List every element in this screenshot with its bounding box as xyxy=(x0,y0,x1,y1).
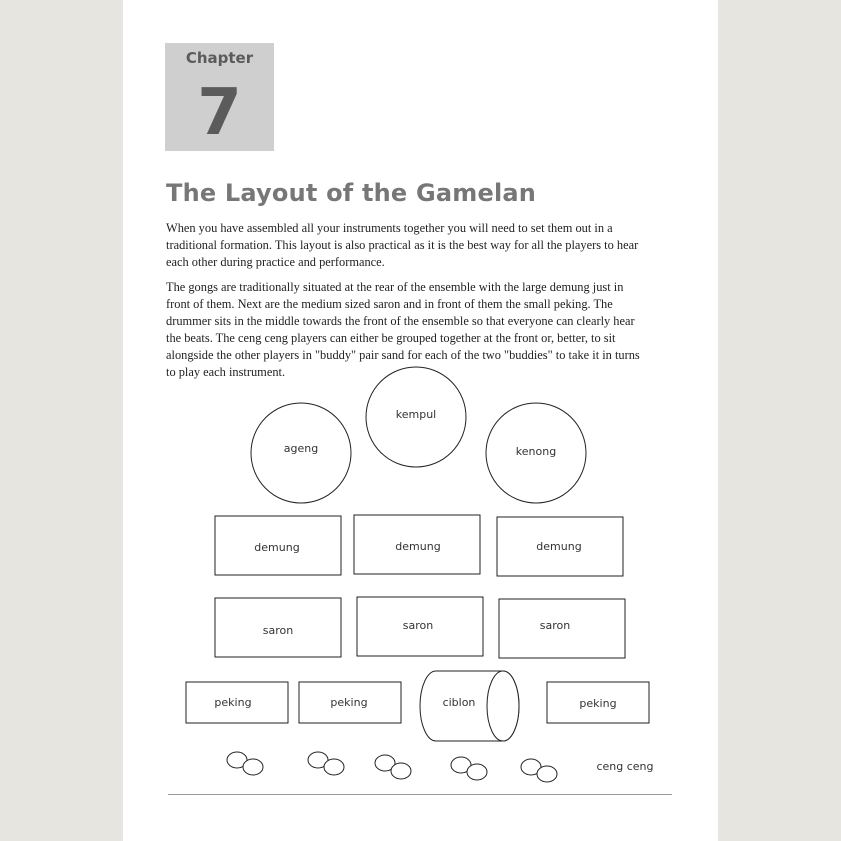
gong-label: kempul xyxy=(395,408,437,421)
ciblon-label: ciblon xyxy=(442,696,476,709)
peking-label: peking xyxy=(579,697,617,710)
demung-label: demung xyxy=(254,541,300,554)
ceng-ceng-pair xyxy=(451,757,487,780)
paragraph-line: traditional formation. This layout is also practical as it is the best way for all the players to hear xyxy=(166,238,639,252)
saron-label: saron xyxy=(262,624,294,637)
saron-label: saron xyxy=(402,619,434,632)
gong-label: kenong xyxy=(515,445,557,458)
paragraph-line: drummer sits in the middle towards the front of the ensemble so that everyone can clearly hear xyxy=(166,314,635,328)
gong-kenong xyxy=(486,403,586,503)
peking-instrument xyxy=(299,682,401,723)
demung-instrument xyxy=(497,517,623,576)
peking-label: peking xyxy=(214,696,252,709)
chapter-number: 7 xyxy=(197,76,242,150)
peking-instrument xyxy=(186,682,288,723)
page-title: The Layout of the Gamelan xyxy=(166,179,537,207)
gong-ageng xyxy=(251,403,351,503)
paragraph-line: front of them. Next are the medium sized saron and in front of them the small peking. The xyxy=(166,297,613,311)
peking-instrument xyxy=(547,682,649,723)
ceng-ceng-pair xyxy=(521,759,557,782)
paragraph-line: each other during practice and performance. xyxy=(166,255,385,269)
demung-instrument xyxy=(215,516,341,575)
saron-label: saron xyxy=(539,619,571,632)
paragraph-line: alongside the other players in "buddy" pair sand for each of the two "buddies" to take it in turns xyxy=(166,348,640,362)
chapter-label: Chapter xyxy=(185,49,254,67)
paragraph-line: The gongs are traditionally situated at the rear of the ensemble with the large demung just in xyxy=(166,280,624,294)
paragraph-line: When you have assembled all your instruments together you will need to set them out in a xyxy=(166,221,613,235)
paragraph-line: to play each instrument. xyxy=(166,365,286,379)
saron-instrument xyxy=(357,597,483,656)
demung-instrument xyxy=(354,515,480,574)
demung-label: demung xyxy=(395,540,441,553)
bottom-divider xyxy=(168,794,672,795)
ceng-ceng-pair xyxy=(375,755,411,779)
ceng-ceng-pair xyxy=(227,752,263,775)
paragraph-line: the beats. The ceng ceng players can either be grouped together at the front or, better, to sit xyxy=(166,331,616,345)
ciblon-drum xyxy=(420,671,519,741)
ceng-ceng-label: ceng ceng xyxy=(596,760,654,773)
saron-instrument xyxy=(499,599,625,658)
gong-label: ageng xyxy=(283,442,319,455)
gong-kempul xyxy=(366,367,466,467)
peking-label: peking xyxy=(330,696,368,709)
demung-label: demung xyxy=(536,540,582,553)
saron-instrument xyxy=(215,598,341,657)
ceng-ceng-pair xyxy=(308,752,344,775)
